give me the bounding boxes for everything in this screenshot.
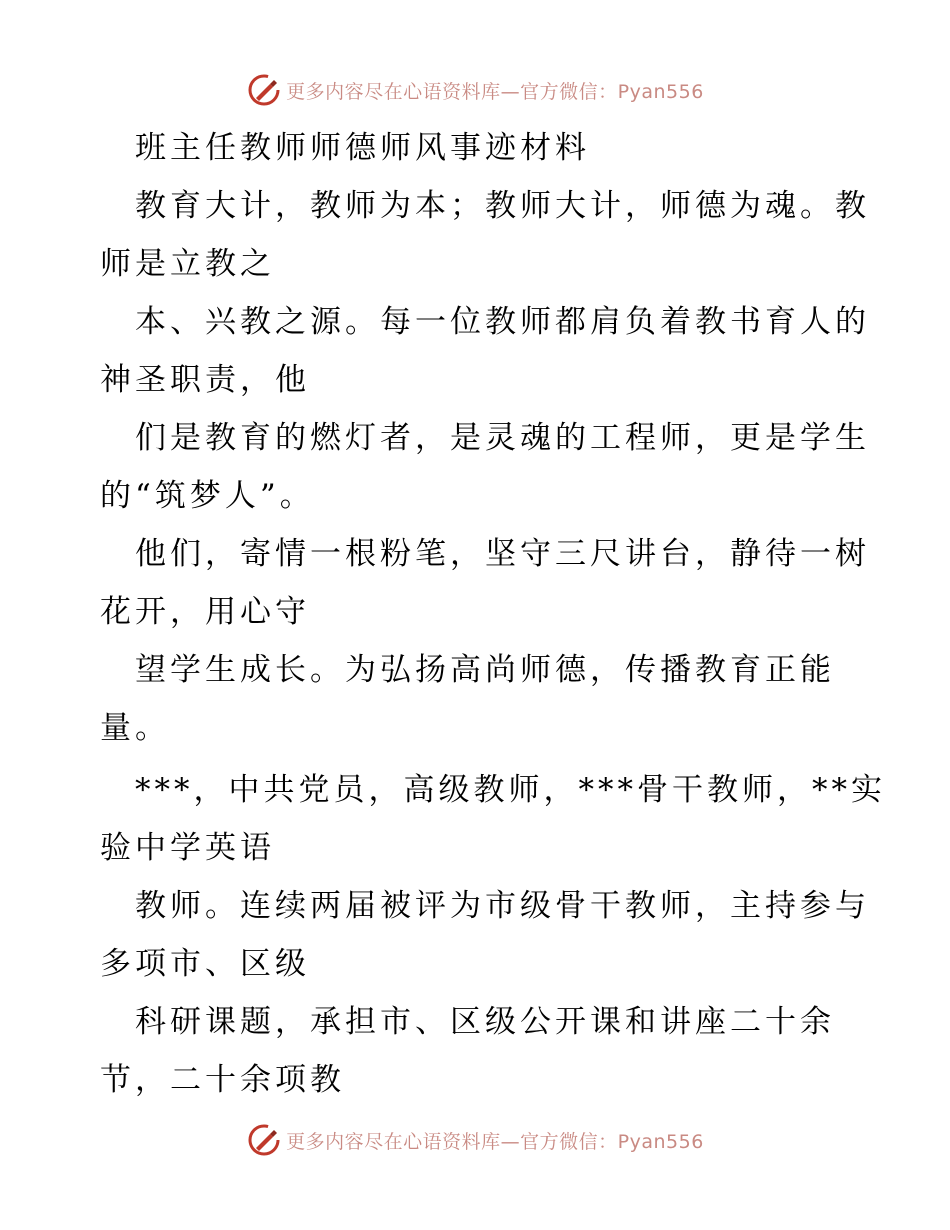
paragraph-line: 的“筑梦人”。 (100, 478, 315, 514)
paragraph-line: 本、兴教之源。每一位教师都肩负着教书育人的 (135, 304, 870, 340)
paragraph-line: 教师。连续两届被评为市级骨干教师，主持参与 (135, 888, 870, 924)
paragraph-line: 望学生成长。为弘扬高尚师德，传播教育正能 (135, 652, 835, 688)
paragraph-line: 师是立教之 (100, 246, 275, 282)
paragraph-line: ***，中共党员，高级教师，***骨干教师，**实 (135, 772, 886, 808)
paragraph-line: 教育大计，教师为本；教师大计，师德为魂。教 (135, 188, 870, 224)
watermark-text: 更多内容尽在心语资料库—官方微信：Pyan556 (286, 80, 704, 103)
pen-logo-icon (246, 1122, 282, 1158)
paragraph-line: 验中学英语 (100, 830, 275, 866)
paragraph-line: 科研课题，承担市、区级公开课和讲座二十余 (135, 1004, 835, 1040)
paragraph-line: 花开，用心守 (100, 594, 310, 630)
document-title: 班主任教师师德师风事迹材料 (135, 130, 590, 166)
paragraph-line: 神圣职责，他 (100, 362, 310, 398)
paragraph-line: 多项市、区级 (100, 946, 310, 982)
paragraph-line: 们是教育的燃灯者，是灵魂的工程师，更是学生 (135, 420, 870, 456)
paragraph-line: 量。 (100, 710, 170, 746)
footer-watermark (0, 1120, 950, 1160)
paragraph-line: 他们，寄情一根粉笔，坚守三尺讲台，静待一树 (135, 536, 870, 572)
pen-logo-icon (246, 72, 282, 108)
header-watermark (0, 70, 950, 110)
watermark-text: 更多内容尽在心语资料库—官方微信：Pyan556 (286, 1130, 704, 1153)
paragraph-line: 节，二十余项教 (100, 1062, 345, 1098)
